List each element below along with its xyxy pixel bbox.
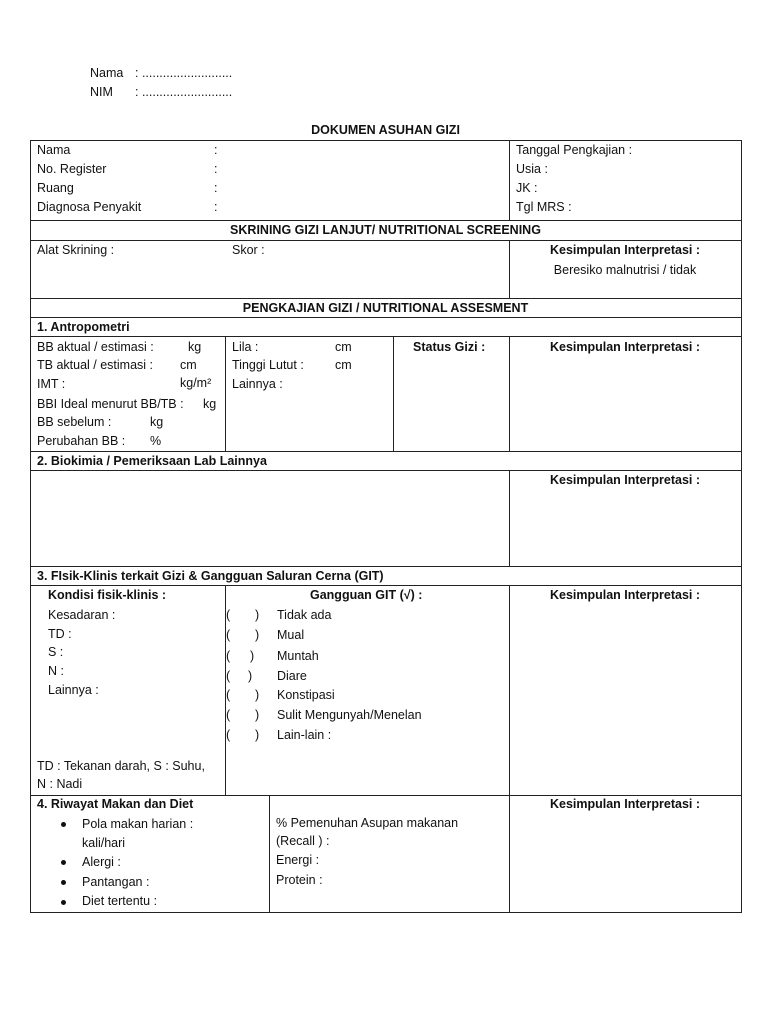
diet-item: Diet tertentu : <box>82 894 158 908</box>
divider-anthro-2 <box>393 336 394 451</box>
diet-item: kali/hari <box>82 836 126 850</box>
clinical-item: Kesadaran : <box>48 608 116 622</box>
recall-text: (Recall ) : <box>276 834 330 848</box>
anthro-unit: cm <box>335 358 352 372</box>
screening-conclusion-title: Kesimpulan Interpretasi : <box>549 243 701 257</box>
anthro-conclusion-title: Kesimpulan Interpretasi : <box>549 340 701 354</box>
diet-item: Pantangan : <box>82 875 150 889</box>
status-gizi-label: Status Gizi : <box>413 340 486 354</box>
anthro-label: Tinggi Lutut : <box>232 358 304 372</box>
line-biochem-title <box>30 470 742 471</box>
clinical-item: S : <box>48 645 64 659</box>
border-left <box>30 140 31 912</box>
anthro-label: TB aktual / estimasi : <box>37 358 154 372</box>
nama-label: Nama <box>90 66 124 80</box>
git-title: Gangguan GIT (√) : <box>310 588 423 602</box>
patient-label: Diagnosa Penyakit <box>37 200 142 214</box>
patient-sep: : <box>214 162 218 176</box>
anthro-unit: cm <box>335 340 352 354</box>
patient-sep: : <box>214 181 218 195</box>
anthro-unit: kg <box>188 340 202 354</box>
git-check-open[interactable]: ( <box>226 728 231 742</box>
git-check-close[interactable]: ) <box>248 669 253 683</box>
screening-title: SKRINING GIZI LANJUT/ NUTRITIONAL SCREENING <box>230 223 541 237</box>
assessment-title: PENGKAJIAN GIZI / NUTRITIONAL ASSESMENT <box>242 301 529 315</box>
bullet-icon <box>61 860 66 865</box>
line-screening-title <box>30 240 742 241</box>
clinical-item: TD : <box>48 627 72 641</box>
patient-right-label: Usia : <box>516 162 548 176</box>
nama-value[interactable]: : .......................... <box>135 66 233 80</box>
anthro-unit: kg <box>203 397 217 411</box>
git-item: Muntah <box>277 649 319 663</box>
git-item: Mual <box>277 628 305 642</box>
line-clinical-title <box>30 585 742 586</box>
diet-item: Alergi : <box>82 855 121 869</box>
git-check-close[interactable]: ) <box>255 728 260 742</box>
git-item: Lain-lain : <box>277 728 332 742</box>
bullet-icon <box>61 900 66 905</box>
patient-label: Ruang <box>37 181 74 195</box>
line-top <box>30 140 742 141</box>
anthro-title: 1. Antropometri <box>37 320 130 334</box>
biochem-conclusion-title: Kesimpulan Interpretasi : <box>549 473 701 487</box>
divider-anthro-1 <box>225 336 226 451</box>
clinical-footnote: N : Nadi <box>37 777 83 791</box>
anthro-unit: cm <box>180 358 197 372</box>
patient-right-label: JK : <box>516 181 538 195</box>
git-check-open[interactable]: ( <box>226 708 231 722</box>
line-screening-bottom <box>30 298 742 299</box>
git-check-close[interactable]: ) <box>255 708 260 722</box>
anthro-unit: % <box>150 434 162 448</box>
line-anthro-bottom <box>30 451 742 452</box>
anthro-label: Perubahan BB : <box>37 434 126 448</box>
git-item: Diare <box>277 669 307 683</box>
screening-tool-label: Alat Skrining : <box>37 243 115 257</box>
git-item: Sulit Mengunyah/Menelan <box>277 708 422 722</box>
biochem-title: 2. Biokimia / Pemeriksaan Lab Lainnya <box>37 454 267 468</box>
anthro-label: IMT : <box>37 377 66 391</box>
diet-title: 4. Riwayat Makan dan Diet <box>37 797 194 811</box>
recall-text: % Pemenuhan Asupan makanan <box>276 816 459 830</box>
git-check-close[interactable]: ) <box>255 608 260 622</box>
clinical-footnote: TD : Tekanan darah, S : Suhu, <box>37 759 205 773</box>
git-check-open[interactable]: ( <box>226 669 231 683</box>
nim-value[interactable]: : .......................... <box>135 85 233 99</box>
git-check-open[interactable]: ( <box>226 688 231 702</box>
bullet-icon <box>61 822 66 827</box>
divider-patient <box>509 140 510 220</box>
divider-diet-1 <box>269 795 270 912</box>
anthro-label: BB sebelum : <box>37 415 112 429</box>
patient-right-label: Tanggal Pengkajian : <box>516 143 633 157</box>
anthro-unit: kg <box>150 415 164 429</box>
git-check-close[interactable]: ) <box>255 688 260 702</box>
diet-conclusion-title: Kesimpulan Interpretasi : <box>549 797 701 811</box>
document-title: DOKUMEN ASUHAN GIZI <box>311 123 460 137</box>
git-check-open[interactable]: ( <box>226 628 231 642</box>
git-item: Konstipasi <box>277 688 335 702</box>
anthro-label: BBI Ideal menurut BB/TB : <box>37 397 184 411</box>
recall-text: Protein : <box>276 873 323 887</box>
line-anthro-title <box>30 336 742 337</box>
line-patient-bottom <box>30 220 742 221</box>
patient-label: No. Register <box>37 162 107 176</box>
git-item: Tidak ada <box>277 608 332 622</box>
git-check-open[interactable]: ( <box>226 608 231 622</box>
screening-conclusion-text: Beresiko malnutrisi / tidak <box>553 263 697 277</box>
patient-label: Nama <box>37 143 71 157</box>
nim-label: NIM <box>90 85 113 99</box>
git-check-close[interactable]: ) <box>255 628 260 642</box>
clinical-title: 3. FIsik-Klinis terkait Gizi & Gangguan Saluran Cerna (GIT) <box>37 569 384 583</box>
patient-sep: : <box>214 143 218 157</box>
line-biochem-bottom <box>30 566 742 567</box>
anthro-label: BB aktual / estimasi : <box>37 340 154 354</box>
screening-score-label: Skor : <box>232 243 265 257</box>
anthro-label: Lila : <box>232 340 259 354</box>
bullet-icon <box>61 880 66 885</box>
line-clinical-bottom <box>30 795 742 796</box>
anthro-label: Lainnya : <box>232 377 283 391</box>
clinical-conclusion-title: Kesimpulan Interpretasi : <box>549 588 701 602</box>
patient-right-label: Tgl MRS : <box>516 200 572 214</box>
git-check-close[interactable]: ) <box>250 649 255 663</box>
border-right <box>741 140 742 912</box>
patient-sep: : <box>214 200 218 214</box>
anthro-unit: kg/m² <box>180 376 212 390</box>
divider-clinical-2 <box>509 585 510 795</box>
line-assessment-title <box>30 317 742 318</box>
clinical-item: N : <box>48 664 64 678</box>
clinical-col1-title: Kondisi fisik-klinis : <box>48 588 167 602</box>
divider-diet-2 <box>509 795 510 912</box>
git-check-open[interactable]: ( <box>226 649 231 663</box>
recall-text: Energi : <box>276 853 320 867</box>
clinical-item: Lainnya : <box>48 683 99 697</box>
diet-item: Pola makan harian : <box>82 817 194 831</box>
line-bottom <box>30 912 742 913</box>
